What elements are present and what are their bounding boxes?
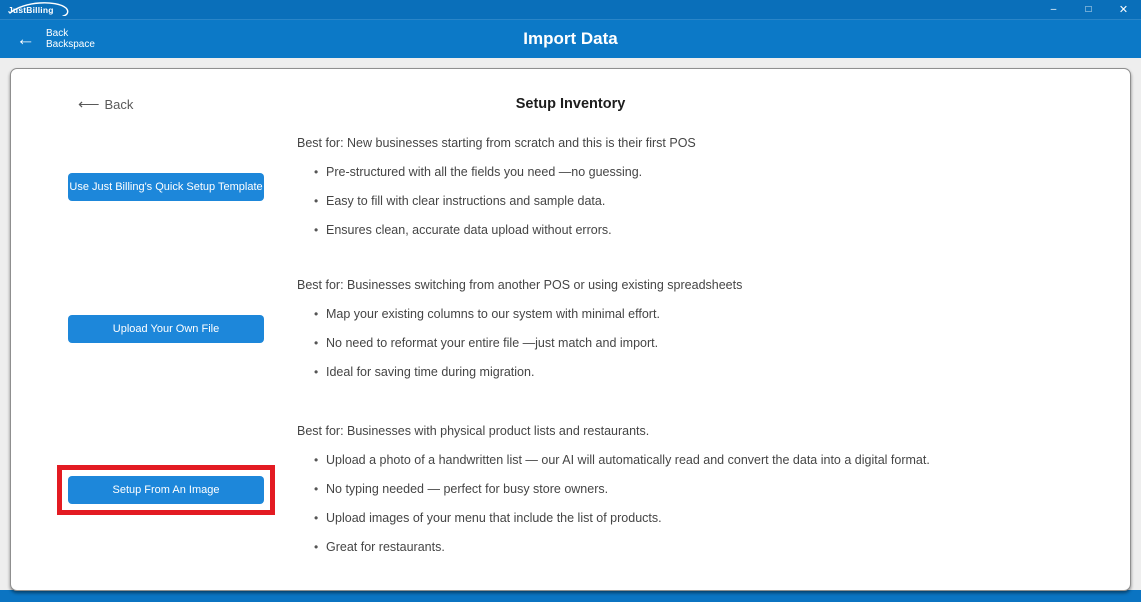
bullet-list — [297, 453, 930, 555]
back-link[interactable] — [78, 97, 133, 112]
nav-back-button[interactable] — [16, 28, 95, 50]
bullet-item: • Easy to fill with clear instructions and sample data. — [314, 194, 696, 209]
nav-back-label — [46, 28, 95, 50]
back-link-label: Back — [104, 97, 134, 112]
bullet-item: • Pre-structured with all the fields you need —no guessing. — [314, 165, 696, 180]
header-title: Import Data — [523, 29, 618, 48]
bullet-item: • Upload a photo of a handwritten list — our AI will automatically read and convert the data into a digital format. — [314, 453, 930, 468]
option-row-upload-own-file — [11, 278, 1130, 380]
option-description — [297, 278, 742, 380]
bullet-item: • No need to reformat your entire file —just match and import. — [314, 336, 742, 351]
title-bar — [0, 0, 1141, 20]
content-card — [10, 68, 1131, 591]
maximize-icon[interactable]: □ — [1085, 4, 1092, 15]
option-description — [297, 424, 930, 555]
window-bottom-edge — [0, 590, 1141, 602]
button-column — [68, 173, 264, 201]
button-column — [68, 476, 264, 504]
card-header — [11, 96, 1130, 116]
best-for-text: Best for: Businesses switching from another POS or using existing spreadsheets — [297, 278, 743, 292]
back-arrow-icon: ← — [16, 28, 35, 50]
bullet-item: • Ideal for saving time during migration. — [314, 365, 742, 380]
bullet-list — [297, 307, 742, 380]
upload-own-file-button[interactable]: Upload Your Own File — [68, 315, 264, 343]
bullet-item: • Map your existing columns to our system with minimal effort. — [314, 307, 742, 322]
best-for-text: Best for: New businesses starting from scratch and this is their first POS — [297, 136, 696, 150]
minimize-icon[interactable]: – — [1050, 4, 1057, 15]
close-icon[interactable]: ✕ — [1118, 4, 1129, 16]
bullet-item: • Ensures clean, accurate data upload without errors. — [314, 223, 696, 238]
setup-from-image-button[interactable]: Setup From An Image — [68, 476, 264, 504]
option-row-setup-from-image — [11, 424, 1130, 555]
nav-back-label-line1: Back — [46, 28, 69, 39]
button-column — [68, 315, 264, 343]
option-description — [297, 136, 696, 238]
back-long-arrow-icon: ⟵ — [78, 96, 100, 113]
bullet-list — [297, 165, 696, 238]
nav-header — [0, 20, 1141, 58]
window-controls — [1036, 0, 1141, 19]
bullet-item: • No typing needed — perfect for busy store owners. — [314, 482, 930, 497]
app-logo — [8, 5, 64, 15]
logo-swoosh-icon — [6, 0, 74, 16]
option-row-quick-setup-template — [11, 136, 1130, 238]
quick-setup-template-button[interactable]: Use Just Billing's Quick Setup Template — [68, 173, 264, 201]
bullet-item: • Great for restaurants. — [314, 540, 930, 555]
best-for-text: Best for: Businesses with physical product lists and restaurants. — [297, 424, 650, 438]
bullet-item: • Upload images of your menu that include the list of products. — [314, 511, 930, 526]
app-logo-text: JustBilling — [8, 4, 54, 15]
page-title: Setup Inventory — [515, 96, 626, 112]
nav-back-label-line2: Backspace — [46, 39, 95, 50]
